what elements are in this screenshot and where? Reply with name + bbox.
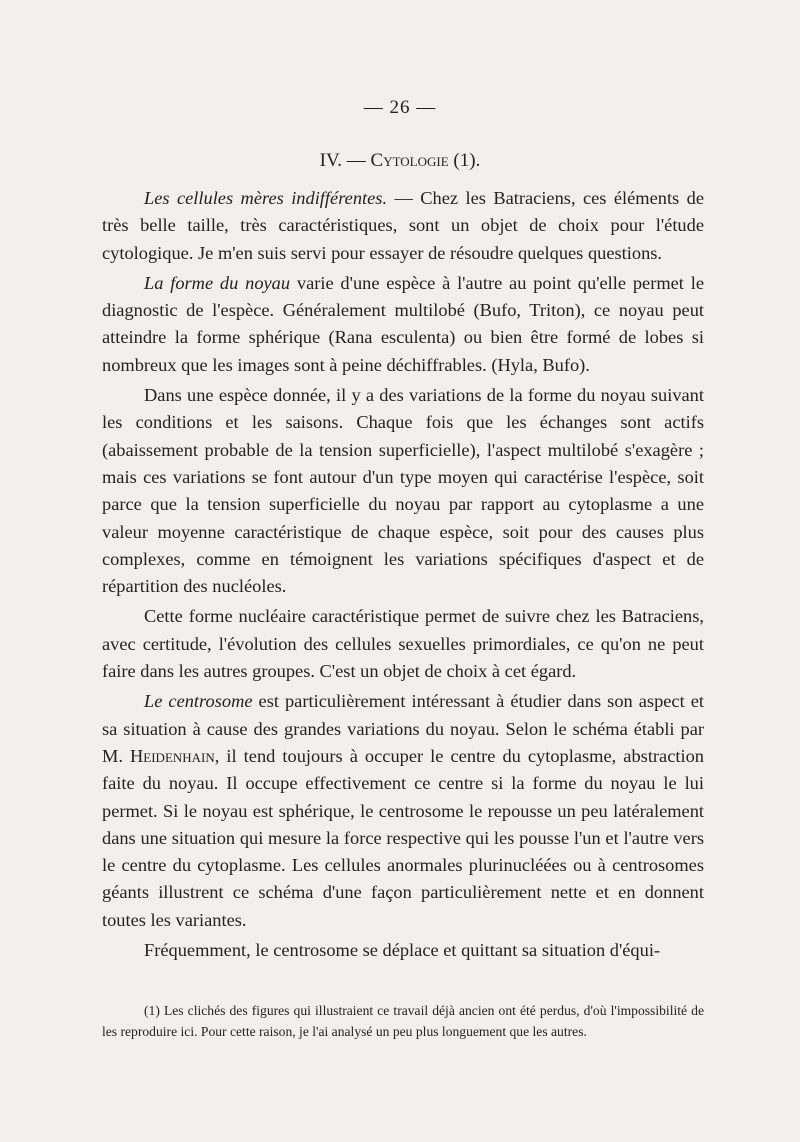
paragraph-cellules-meres [102, 185, 704, 267]
paragraph-text: est particulièrement intéressant à étudier dans son aspect et sa situation à cause des grandes variations du noyau. Selon le schéma établi par M. [102, 691, 704, 766]
section-number: IV. — [319, 150, 371, 171]
paragraph-text: varie d'une espèce à l'autre au point qu'elle permet le diagnostic de l'espèce. Généralement multilobé (Bufo, Triton), ce noyau peut atteindre la forme sphérique (Rana esculenta) ou bien être formé de lobes si nombreux que les images sont à peine déchiffrables. (Hyla, Bufo). [102, 272, 704, 375]
footnote-text: (1) Les clichés des figures qui illustraient ce travail déjà ancien ont été perdus, d'où l'impossibilité de les reproduire ici. Pour cette raison, je l'ai analysé un peu plus longuement que les autres. [102, 1003, 704, 1039]
page-number: — 26 — [363, 97, 437, 118]
paragraph-variations: Dans une espèce donnée, il y a des variations de la forme du noyau suivant les conditions et les saisons. Chaque fois que les échanges sont actifs (abaissement probable de la tension superficielle), l'aspect multilobé s'exagère ; mais ces variations se font autour d'un type moyen qui caractérise l'espèce, soit parce que la tension superficielle du noyau par rapport au cytoplasme a une valeur moyenne caractéristique de chaque espèce, soit pour des causes plus complexes, comme en témoignent les variations spécifiques d'aspect et de répartition des nucléoles. [102, 385, 704, 597]
section-heading [0, 150, 800, 172]
section-title: Cytologie [370, 150, 449, 171]
paragraph-forme-nucleaire: Cette forme nucléaire caractéristique permet de suivre chez les Batraciens, avec certitude, l'évolution des cellules sexuelles primordiales, ce qu'on ne peut faire dans les autres groupes. C'est un objet de choix à cet égard. [102, 606, 704, 682]
body-text [102, 185, 704, 964]
paragraph-frequemment: Fréquemment, le centrosome se déplace et quittant sa situation d'équi- [144, 940, 661, 961]
paragraph-text: , il tend toujours à occuper le centre du cytoplasme, abstraction faite du noyau. Il occupe effectivement ce centre si la forme du noyau le lui permet. Si le noyau est sphérique, le centrosome le repousse un peu latéralement dans une situation qui mesure la force respective qui les pousse l'un et l'autre vers le centre du cytoplasme. Les cellules anormales plurinucléées ou à centrosomes géants illustrent ce schéma d'une façon particulièrement nette et en donnent toutes les variantes. [102, 745, 704, 930]
footnote [102, 1000, 704, 1042]
paragraph-lead: La forme du noyau [144, 272, 291, 293]
paragraph-centrosome [102, 688, 704, 934]
footnote-reference: (1). [448, 150, 481, 171]
paragraph-lead: Les cellules mères indifférentes. [144, 188, 388, 208]
paragraph-text: — Chez les Batraciens, ces éléments de très belle taille, très caractéristiques, sont un objet de choix pour l'étude cytologique. Je m'en suis servi pour essayer de résoudre quelques questions. [102, 188, 704, 263]
paragraph-lead: Le centrosome [144, 691, 253, 712]
paragraph-forme-noyau [102, 270, 704, 379]
author-name: Heidenhain [130, 745, 215, 766]
